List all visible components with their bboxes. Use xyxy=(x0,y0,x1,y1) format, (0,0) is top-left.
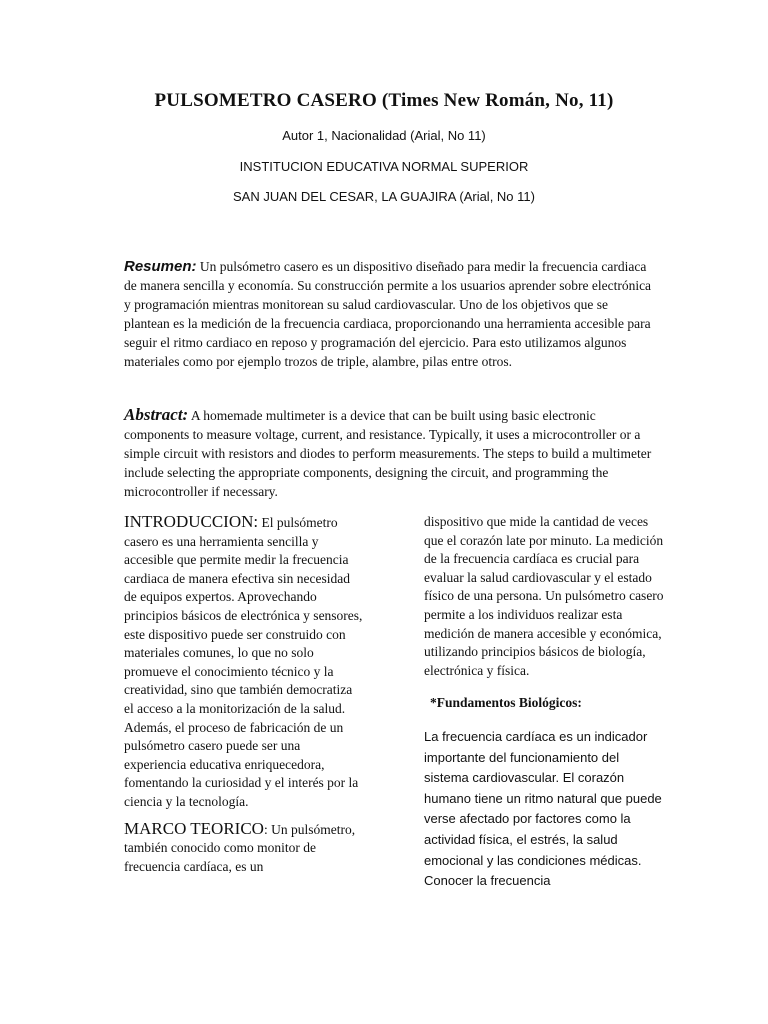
introduccion-heading: INTRODUCCION: xyxy=(124,512,259,531)
introduccion-paragraph xyxy=(124,513,364,812)
right-column xyxy=(424,513,664,892)
marco-teorico-heading: MARCO TEORICO xyxy=(124,818,264,838)
marco-teorico-text: : Un pulsómetro, también conocido como monitor de frecuencia cardíaca, es un xyxy=(124,821,356,874)
resumen-paragraph xyxy=(124,257,654,371)
marco-teorico-paragraph xyxy=(124,820,364,877)
paper-title: PULSOMETRO CASERO (Times New Román, No, 11) xyxy=(154,90,614,111)
fundamentos-paragraph: La frecuencia cardíaca es un indicador importante del funcionamiento del sistema cardiovascular. El corazón humano tiene un ritmo natural que puede verse afectado por factores como la actividad física, el estrés, la salud emocional y las condiciones médicas. Conocer la frecuencia xyxy=(424,728,662,889)
author-line: Autor 1, Nacionalidad (Arial, No 11) xyxy=(282,128,486,143)
introduccion-text: El pulsómetro casero es una herramienta sencilla y accesible que permite medir la frecuencia cardiaca de manera efectiva sin necesidad de equipos expertos. Aprovechando principios básicos de electrónica y sensores, este dispositivo puede ser construido con materiales comunes, lo que no solo promueve el conocimiento técnico y la creatividad, sino que también democratiza el acceso a la monitorización de la salud. Además, el proceso de fabricación de un pulsómetro casero puede ser una experiencia educativa enriquecedora, fomentando la curiosidad y el interés por la ciencia y la tecnología. xyxy=(124,515,363,809)
fundamentos-subheading: *Fundamentos Biológicos: xyxy=(430,695,582,711)
institution-line: INSTITUCION EDUCATIVA NORMAL SUPERIOR xyxy=(239,159,529,174)
location-line: SAN JUAN DEL CESAR, LA GUAJIRA (Arial, No 11) xyxy=(233,189,535,204)
abstract-paragraph xyxy=(124,405,654,501)
resumen-text: Un pulsómetro casero es un dispositivo diseñado para medir la frecuencia cardiaca de manera sencilla y economía. Su construcción permite a los usuarios aprender sobre electrónica y programación mientras monitorean su salud cardiovascular. Uno de los objetivos que se plantean es la medición de la frecuencia cardiaca, proporcionando una herramienta accesible para seguir el ritmo cardiaco en reposo y programación del ejercicio. Para esto utilizamos algunos materiales como por ejemplo trozos de triple, alambre, pilas entre otros. xyxy=(124,259,652,369)
abstract-text: A homemade multimeter is a device that can be built using basic electronic components to measure voltage, current, and resistance. Typically, it uses a microcontroller or a simple circuit with resistors and diodes to perform measurements. The steps to build a multimeter include selecting the appropriate components, designing the circuit, and programming the microcontroller if necessary. xyxy=(124,408,652,499)
resumen-label: Resumen: xyxy=(124,258,197,275)
abstract-label: Abstract: xyxy=(124,405,189,424)
marco-teorico-continuation: dispositivo que mide la cantidad de veces que el corazón late por minuto. La medición de la frecuencia cardíaca es crucial para evaluar la salud cardiovascular y el estado físico de una persona. Un pulsómetro casero permite a los individuos realizar esta medición de manera accesible y económica, utilizando principios básicos de biología, electrónica y física. xyxy=(424,514,664,678)
left-column xyxy=(124,513,364,876)
